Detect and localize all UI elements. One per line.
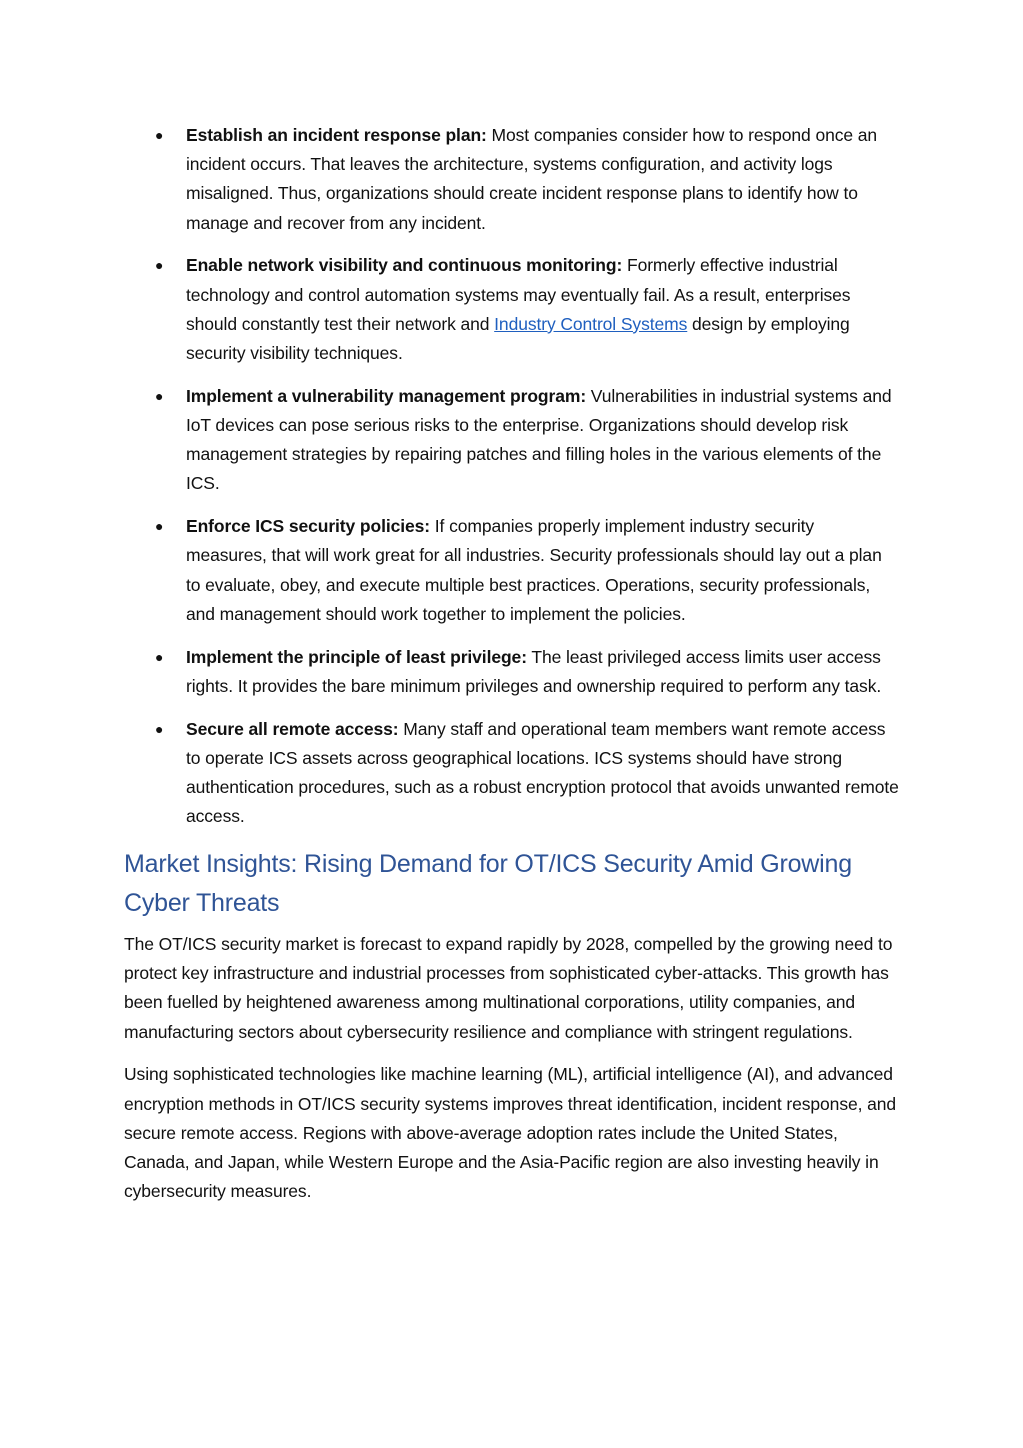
list-item-title: Enable network visibility and continuous monitoring: — [186, 255, 623, 276]
list-item — [124, 121, 899, 238]
list-item-text: The least privileged access limits user access rights. It provides the bare minimum privileges and ownership required to perform any task. — [186, 646, 882, 696]
list-item-text: design by employing security visibility techniques. — [186, 313, 850, 364]
bullet-icon: ● — [155, 720, 164, 737]
body-paragraph: Using sophisticated technologies like machine learning (ML), artificial intelligence (AI), and advanced encryption methods in OT/ICS security systems improves threat identification, incident response, and secure remote access. Regions with above-average adoption rates include the United States, Canada, and Japan, while Western Europe and the Asia-Pacific region are also investing heavily in cybersecurity measures. — [124, 1064, 897, 1202]
bullet-icon: ● — [155, 518, 164, 535]
list-item-title: Secure all remote access: — [186, 718, 399, 739]
list-item — [124, 512, 899, 629]
list-item — [124, 715, 899, 832]
best-practices-list — [124, 121, 899, 831]
list-item-text: Many staff and operational team members want remote access to operate ICS assets across geographical locations. ICS systems should have strong authentication procedures, such as a robust encryption protocol that avoids unwanted remote access. — [186, 718, 899, 827]
list-item-text: If companies properly implement industry security measures, that will work great for all industries. Security professionals should lay out a plan to evaluate, obey, and execute multiple best practices. Operations, security professionals, and management should work together to implement the policies. — [186, 516, 882, 624]
list-item — [124, 251, 899, 368]
list-item-title: Implement the principle of least privilege: — [186, 646, 527, 667]
list-item-title: Establish an incident response plan: — [186, 125, 487, 145]
bullet-icon: ● — [155, 257, 164, 274]
list-item-text: Vulnerabilities in industrial systems and IoT devices can pose serious risks to the enterprise. Organizations should develop risk management strategies by repairing patches and filling holes in the various elements of the ICS. — [186, 385, 892, 494]
list-item — [124, 382, 899, 499]
list-item-text: Most companies consider how to respond once an incident occurs. That leaves the architecture, systems configuration, and activity logs misaligned. Thus, organizations should create incident response plans to identify how to manage and recover from any incident. — [186, 125, 878, 233]
list-item — [124, 643, 899, 701]
bullet-icon: ● — [155, 648, 164, 665]
bullet-icon: ● — [155, 127, 164, 143]
list-item-title: Enforce ICS security policies: — [186, 516, 431, 537]
list-item-title: Implement a vulnerability management program: — [186, 385, 587, 406]
list-item-text: Formerly effective industrial technology and control automation systems may eventually fail. As a result, enterprises should constantly test their network and — [186, 255, 851, 334]
section-heading: Market Insights: Rising Demand for OT/ICS Security Amid Growing Cyber Threats — [124, 850, 852, 918]
body-paragraph: The OT/ICS security market is forecast to expand rapidly by 2028, compelled by the growing need to protect key infrastructure and industrial processes from sophisticated cyber-attacks. This growth has been fuelled by heightened awareness among multinational corporations, utility companies, and manufacturing sectors about cybersecurity resilience and compliance with stringent regulations. — [124, 934, 893, 1042]
document-page — [124, 121, 899, 1220]
bullet-icon: ● — [155, 387, 164, 404]
industry-control-systems-link[interactable]: Industry Control Systems — [494, 313, 688, 334]
